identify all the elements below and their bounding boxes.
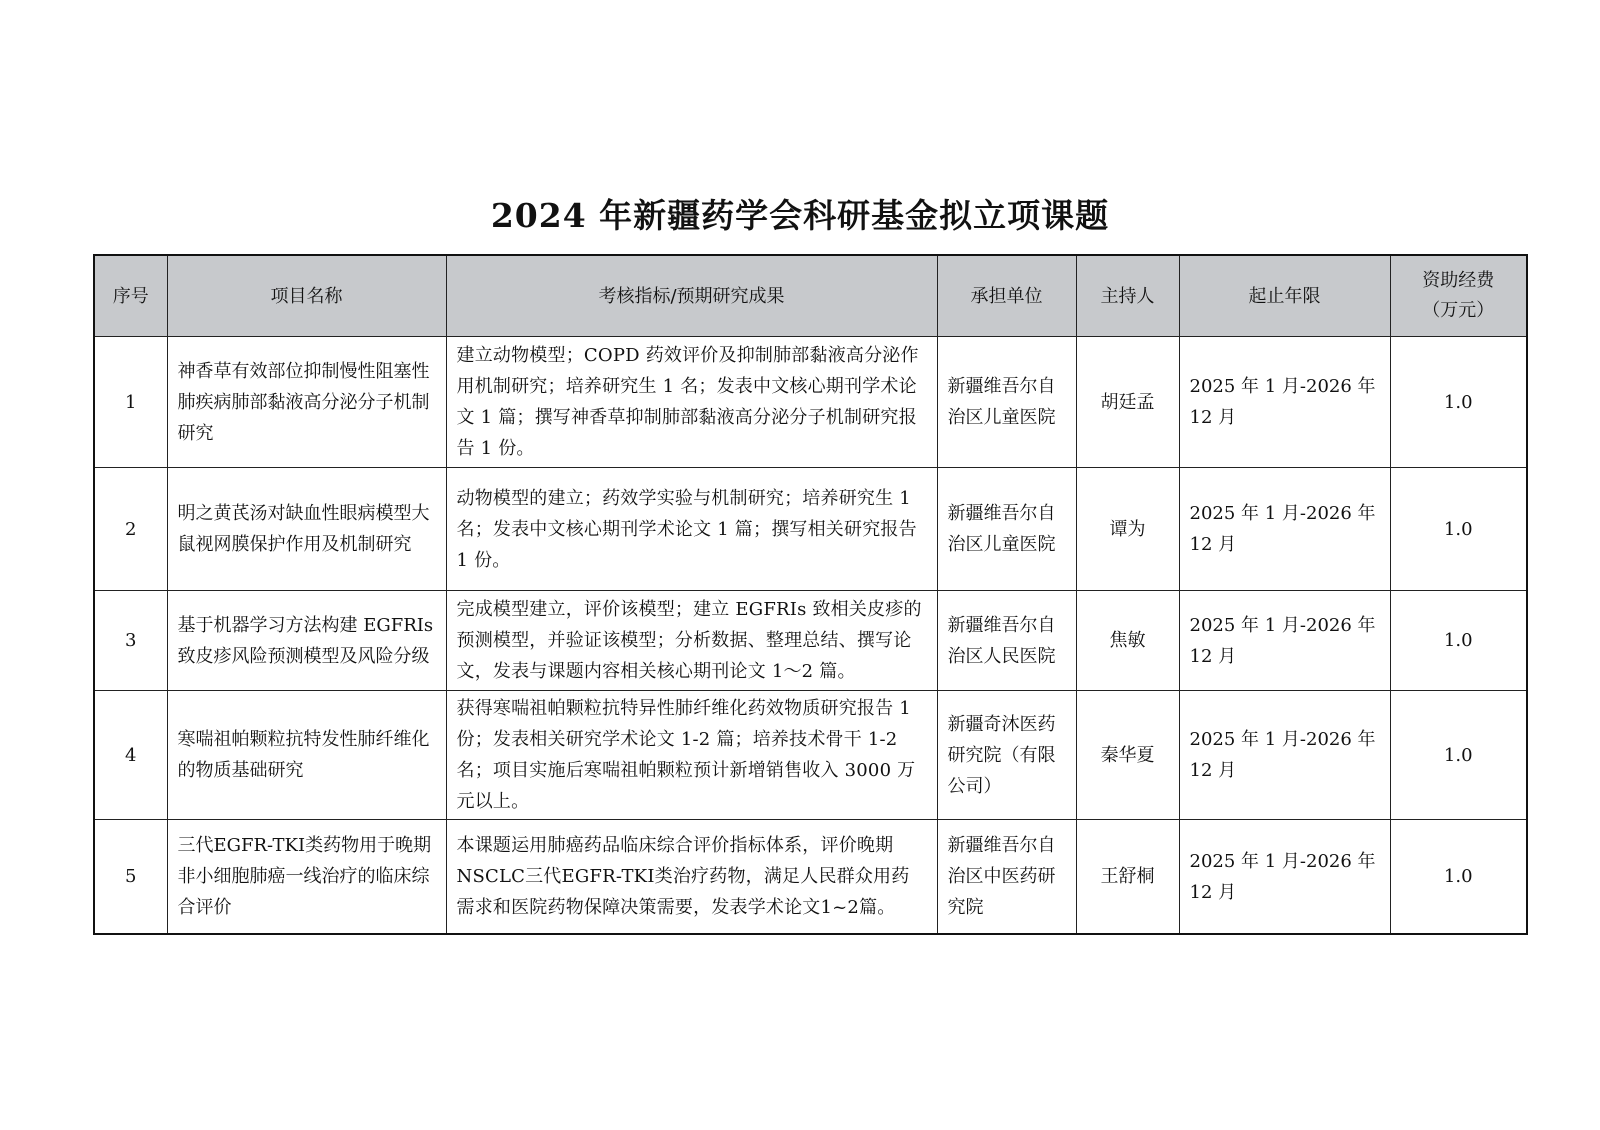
cell-unit: 新疆维吾尔自治区儿童医院 <box>937 337 1076 468</box>
cell-index: 1 <box>94 337 167 468</box>
cell-period: 2025 年 1 月-2026 年 12 月 <box>1179 468 1390 591</box>
cell-leader: 焦敏 <box>1076 591 1179 691</box>
cell-project-name: 明之黄芪汤对缺血性眼病模型大鼠视网膜保护作用及机制研究 <box>167 468 446 591</box>
table-row <box>94 337 1527 468</box>
header-amount-line2: （万元） <box>1422 300 1495 321</box>
projects-table <box>93 254 1528 935</box>
cell-index: 4 <box>94 691 167 820</box>
cell-leader: 胡廷孟 <box>1076 337 1179 468</box>
table-header-row <box>94 255 1527 337</box>
header-amount-line1: 资助经费 <box>1422 270 1495 291</box>
cell-amount: 1.0 <box>1390 691 1527 820</box>
cell-project-name: 三代EGFR-TKI类药物用于晚期非小细胞肺癌一线治疗的临床综合评价 <box>167 820 446 935</box>
table-row <box>94 820 1527 935</box>
cell-index: 5 <box>94 820 167 935</box>
cell-project-name: 寒喘祖帕颗粒抗特发性肺纤维化的物质基础研究 <box>167 691 446 820</box>
table-row <box>94 691 1527 820</box>
cell-leader: 谭为 <box>1076 468 1179 591</box>
header-leader: 主持人 <box>1076 255 1179 337</box>
cell-expected-results: 本课题运用肺癌药品临床综合评价指标体系，评价晚期NSCLC三代EGFR-TKI类治疗药物，满足人民群众用药需求和医院药物保障决策需要，发表学术论文1~2篇。 <box>446 820 937 935</box>
cell-amount: 1.0 <box>1390 468 1527 591</box>
cell-expected-results: 完成模型建立，评价该模型；建立 EGFRIs 致相关皮疹的预测模型，并验证该模型；分析数据、整理总结、撰写论文，发表与课题内容相关核心期刊论文 1～2 篇。 <box>446 591 937 691</box>
cell-leader: 秦华夏 <box>1076 691 1179 820</box>
table-row <box>94 468 1527 591</box>
cell-index: 3 <box>94 591 167 691</box>
cell-unit: 新疆奇沐医药研究院（有限公司） <box>937 691 1076 820</box>
cell-period: 2025 年 1 月-2026 年 12 月 <box>1179 337 1390 468</box>
cell-leader: 王舒桐 <box>1076 820 1179 935</box>
header-unit: 承担单位 <box>937 255 1076 337</box>
cell-unit: 新疆维吾尔自治区儿童医院 <box>937 468 1076 591</box>
cell-project-name: 基于机器学习方法构建 EGFRIs 致皮疹风险预测模型及风险分级 <box>167 591 446 691</box>
cell-amount: 1.0 <box>1390 591 1527 691</box>
cell-unit: 新疆维吾尔自治区人民医院 <box>937 591 1076 691</box>
header-index: 序号 <box>94 255 167 337</box>
cell-period: 2025 年 1 月-2026 年 12 月 <box>1179 820 1390 935</box>
cell-project-name: 神香草有效部位抑制慢性阻塞性肺疾病肺部黏液高分泌分子机制研究 <box>167 337 446 468</box>
page-title: 2024 年新疆药学会科研基金拟立项课题 <box>490 196 1110 235</box>
cell-amount: 1.0 <box>1390 820 1527 935</box>
cell-expected-results: 动物模型的建立；药效学实验与机制研究；培养研究生 1 名；发表中文核心期刊学术论文 1 篇；撰写相关研究报告 1 份。 <box>446 468 937 591</box>
header-amount <box>1390 255 1527 337</box>
cell-index: 2 <box>94 468 167 591</box>
header-result: 考核指标/预期研究成果 <box>446 255 937 337</box>
cell-expected-results: 建立动物模型；COPD 药效评价及抑制肺部黏液高分泌作用机制研究；培养研究生 1 名；发表中文核心期刊学术论文 1 篇；撰写神香草抑制肺部黏液高分泌分子机制研究报告 1 份。 <box>446 337 937 468</box>
header-name: 项目名称 <box>167 255 446 337</box>
table-row <box>94 591 1527 691</box>
cell-period: 2025 年 1 月-2026 年 12 月 <box>1179 691 1390 820</box>
header-period: 起止年限 <box>1179 255 1390 337</box>
cell-amount: 1.0 <box>1390 337 1527 468</box>
cell-expected-results: 获得寒喘祖帕颗粒抗特异性肺纤维化药效物质研究报告 1 份；发表相关研究学术论文 1-2 篇；培养技术骨干 1-2 名；项目实施后寒喘祖帕颗粒预计新增销售收入 3000 万元以上。 <box>446 691 937 820</box>
cell-period: 2025 年 1 月-2026 年 12 月 <box>1179 591 1390 691</box>
cell-unit: 新疆维吾尔自治区中医药研究院 <box>937 820 1076 935</box>
